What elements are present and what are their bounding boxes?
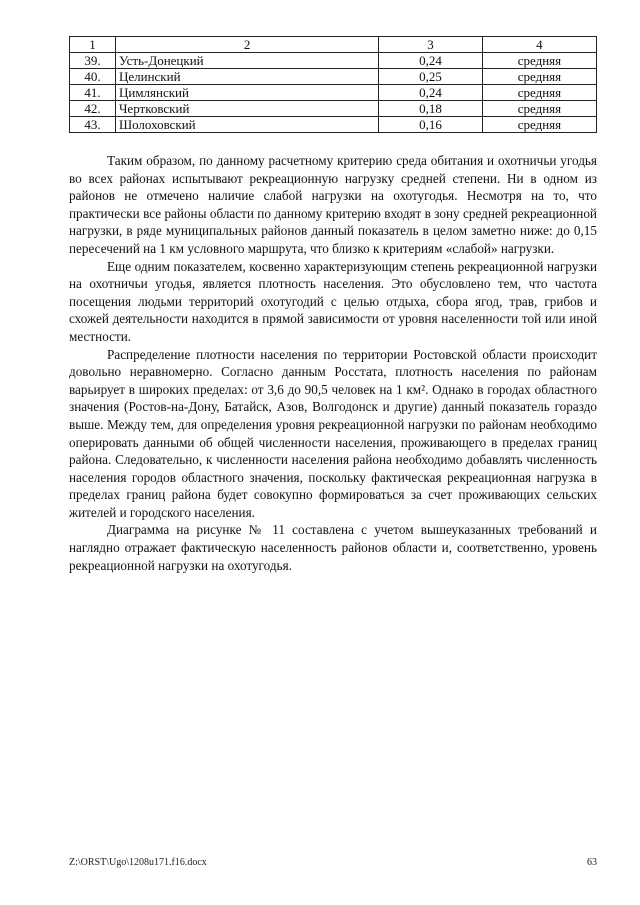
district-name: Чертковский [115, 101, 378, 117]
load-level: средняя [482, 53, 596, 69]
district-name: Шолоховский [115, 117, 378, 133]
footer-file-path: Z:\ORST\Ugo\1208u171.f16.docx [69, 857, 207, 868]
load-value: 0,25 [379, 69, 483, 85]
table-row [70, 53, 597, 69]
load-level: средняя [482, 101, 596, 117]
load-value: 0,16 [379, 117, 483, 133]
table-row [70, 117, 597, 133]
load-level: средняя [482, 85, 596, 101]
load-level: средняя [482, 69, 596, 85]
district-name: Усть-Донецкий [115, 53, 378, 69]
district-name: Цимлянский [115, 85, 378, 101]
table-header-row [70, 37, 597, 53]
row-number: 43. [70, 117, 116, 133]
row-number: 41. [70, 85, 116, 101]
header-cell-3: 3 [379, 37, 483, 53]
load-value: 0,18 [379, 101, 483, 117]
row-number: 39. [70, 53, 116, 69]
page-number: 63 [587, 857, 597, 868]
district-name: Целинский [115, 69, 378, 85]
load-value: 0,24 [379, 53, 483, 69]
row-number: 42. [70, 101, 116, 117]
header-cell-1: 1 [70, 37, 116, 53]
row-number: 40. [70, 69, 116, 85]
load-level: средняя [482, 117, 596, 133]
body-text [69, 152, 597, 574]
table-row [70, 85, 597, 101]
table-row [70, 69, 597, 85]
paragraph: Диаграмма на рисунке № 11 составлена с учетом вышеуказанных требований и наглядно отражает фактическую населенность районов области и, соответственно, уровень рекреационной нагрузки на охотугодья. [69, 522, 597, 573]
load-value: 0,24 [379, 85, 483, 101]
header-cell-2: 2 [115, 37, 378, 53]
header-cell-4: 4 [482, 37, 596, 53]
paragraph: Еще одним показателем, косвенно характеризующим степень рекреационной нагрузки на охотничьи угодья, является плотность населения. Это обусловлено тем, что частота посещения людьми территорий охотугодий с целью отдыха, сбора ягод, трав, грибов и схожей деятельности находится в прямой зависимости от уровня населенности той или иной местности. [69, 258, 597, 344]
district-load-table [69, 36, 597, 133]
paragraph: Таким образом, по данному расчетному критерию среда обитания и охотничьи угодья во всех районах испытывают рекреационную нагрузку средней степени. Ни в одном из районов не отмечено наличие слабой нагрузки на охотугодья. Несмотря на то, что практически все районы области по данному критерию входят в зону средней рекреационной нагрузки, в ряде муниципальных районов данный показатель в целом заметно ниже: до 0,15 пересечений на 1 км условного маршрута, что близко к критериям «слабой» нагрузки. [69, 153, 597, 256]
paragraph: Распределение плотности населения по территории Ростовской области происходит довольно неравномерно. Согласно данным Росстата, плотность населения по районам варьирует в широких пределах: от 3,6 до 90,5 человек на 1 км². Однако в городах областного значения (Ростов-на-Дону, Батайск, Азов, Волгодонск и другие) данный показатель гораздо выше. Между тем, для определения уровня рекреационной нагрузки по районам необходимо оперировать данными об общей численности населения, проживающего в пределах границ района. Следовательно, к численности населения района необходимо добавлять численность населения городов областного значения, поскольку фактическая рекреационная нагрузка в пределах границ района будет совокупно формироваться за счет проживающих сельских жителей и городского населения. [69, 346, 597, 520]
table-row [70, 101, 597, 117]
